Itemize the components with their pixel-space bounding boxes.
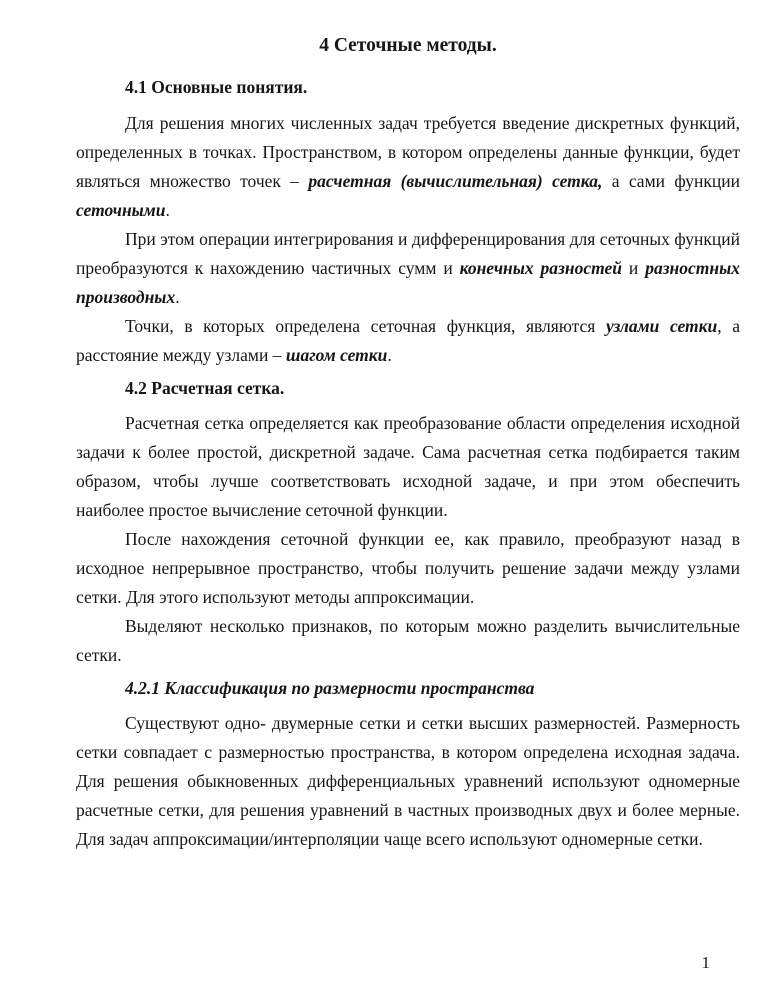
text-run: Выделяют несколько признаков, по которым можно разделить вычислительные сетки. [76,616,740,665]
text-run: Расчетная сетка определяется как преобразование области определения исходной задачи к более простой, дискретной задаче. Сама расчетная сетка подбирается таким образом, чтобы лучше соответствовать исходной задаче, и при этом обеспечить наиболее простое вычисление сеточной функции. [76,413,740,520]
paragraph-grid-intro [76,109,740,225]
text-run-emphasis: шагом сетки [285,345,388,365]
text-run: и [622,258,646,278]
paragraph-back-transform [76,525,740,612]
paragraph-grid-definition [76,409,740,525]
text-run: . [165,200,170,220]
paragraph-dimensionality [76,709,740,854]
text-run-emphasis: узлами сетки [605,316,718,336]
paragraph-classification-intro [76,612,740,670]
paragraph-operations [76,225,740,312]
text-run: а сами функции [602,171,740,191]
page-number: 1 [701,953,710,972]
text-run: При этом операции интегрирования и дифференцирования для сеточных функций преобразуются к нахождению частичных сумм и [76,229,740,278]
text-run-emphasis: сеточными [76,200,166,220]
text-run-emphasis: разностных производных [76,258,740,307]
text-run: Для решения многих численных задач требуется введение дискретных функций, определенных в точках. Пространством, в котором определены данные функции, будет являться множество точек – [76,113,740,191]
text-run-emphasis: конечных разностей [459,258,622,278]
text-run: Существуют одно- двумерные сетки и сетки высших размерностей. Размерность сетки совпадает с размерностью пространства, в котором определена исходная задача. Для решения обыкновенных дифференциальных уравнений используют одномерные расчетные сетки, для решения уравнений в частных производных двух и более мерные. Для задач аппроксимации/интерполяции чаще всего используют одномерные сетки. [76,713,740,849]
text-run: После нахождения сеточной функции ее, как правило, преобразуют назад в исходное непрерывное пространство, чтобы получить решение задачи между узлами сетки. Для этого используют методы аппроксимации. [76,529,740,607]
text-run: Точки, в которых определена сеточная функция, являются [125,316,606,336]
section-heading-4-1: 4.1 Основные понятия. [125,77,308,97]
section-heading-4-2: 4.2 Расчетная сетка. [125,378,285,398]
text-run: . [175,287,180,307]
text-run: , а расстояние между узлами – [76,316,740,365]
text-run-emphasis: расчетная (вычислительная) сетка, [308,171,603,191]
document-title: 4 Сеточные методы. [319,35,497,56]
text-run: . [387,345,392,365]
paragraph-nodes [76,312,740,370]
subsection-heading-4-2-1: 4.2.1 Классификация по размерности пространства [125,678,535,698]
